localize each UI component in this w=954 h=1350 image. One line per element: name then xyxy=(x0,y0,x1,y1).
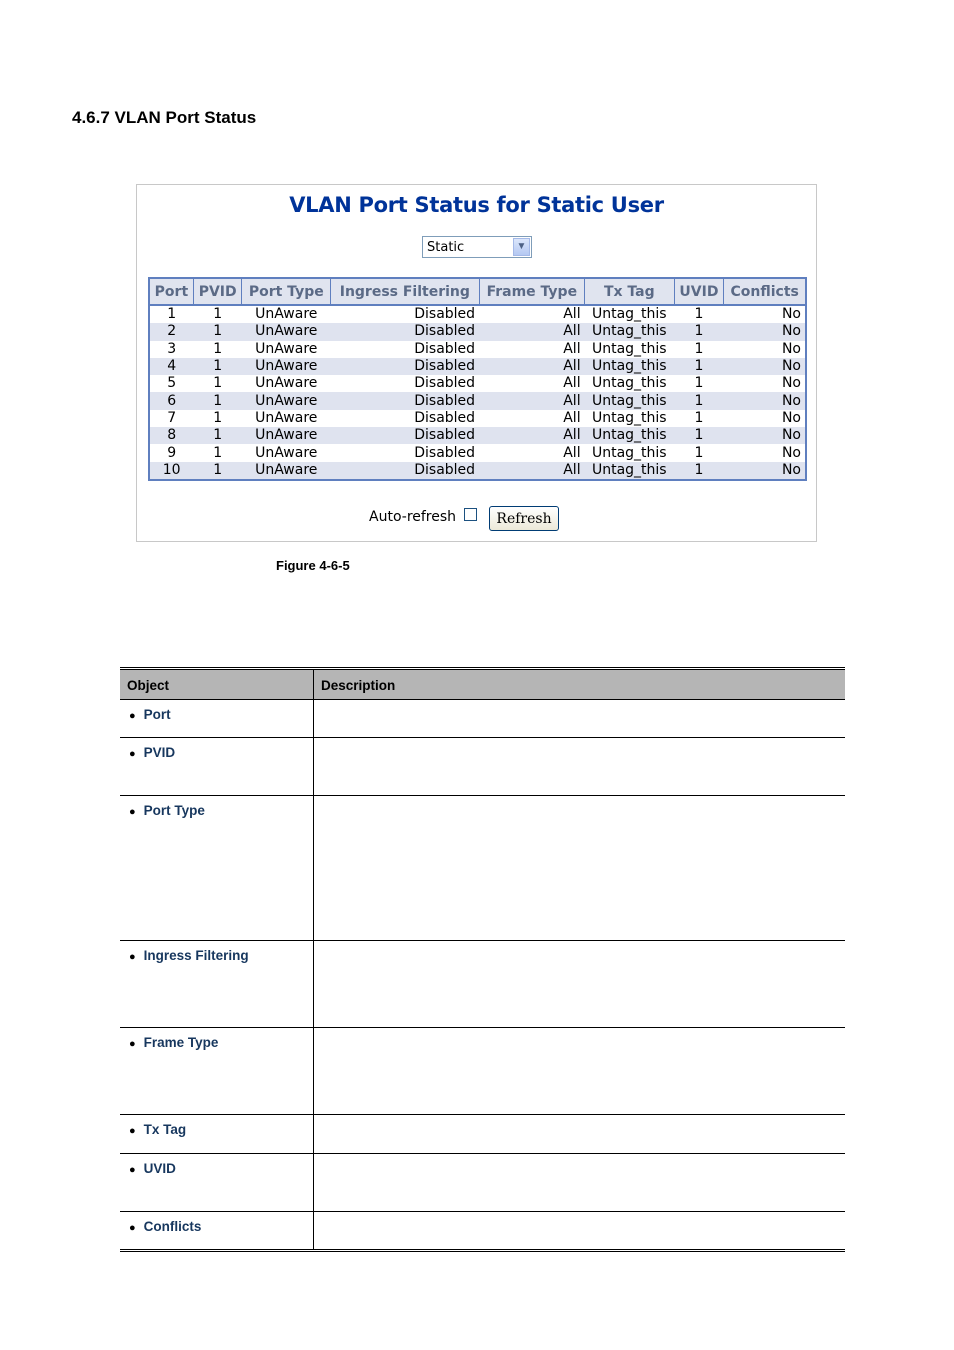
desc-object-cell xyxy=(120,1028,314,1115)
table-row xyxy=(149,444,806,461)
cell-port-type: UnAware xyxy=(242,358,331,375)
table-row xyxy=(149,392,806,409)
cell-tx-tag: Untag_this xyxy=(585,305,674,323)
cell-conflicts: No xyxy=(724,444,806,461)
cell-pvid: 1 xyxy=(193,444,242,461)
cell-port: 10 xyxy=(149,462,193,480)
cell-uvid: 1 xyxy=(674,444,724,461)
cell-pvid: 1 xyxy=(193,375,242,392)
desc-description-cell xyxy=(314,1028,846,1115)
cell-port-type: UnAware xyxy=(242,375,331,392)
table-row xyxy=(149,427,806,444)
cell-tx-tag: Untag_this xyxy=(585,341,674,358)
col-port-type: Port Type xyxy=(242,278,331,305)
desc-object-cell xyxy=(120,1212,314,1251)
cell-frame-type: All xyxy=(479,410,585,427)
table-row xyxy=(149,305,806,323)
cell-ingress-filtering: Disabled xyxy=(331,392,479,409)
figure-caption: Figure 4-6-5 xyxy=(276,558,350,573)
cell-port: 3 xyxy=(149,341,193,358)
cell-port: 8 xyxy=(149,427,193,444)
table-header-row xyxy=(149,278,806,305)
table-row xyxy=(149,358,806,375)
cell-tx-tag: Untag_this xyxy=(585,462,674,480)
desc-object-label: Ingress Filtering xyxy=(143,948,249,963)
desc-col-description: Description xyxy=(314,669,846,700)
cell-tx-tag: Untag_this xyxy=(585,375,674,392)
auto-refresh-label: Auto-refresh xyxy=(369,509,457,525)
user-type-select-value: Static xyxy=(427,240,465,255)
cell-uvid: 1 xyxy=(674,323,724,340)
cell-port-type: UnAware xyxy=(242,341,331,358)
cell-ingress-filtering: Disabled xyxy=(331,462,479,480)
cell-uvid: 1 xyxy=(674,410,724,427)
cell-conflicts: No xyxy=(724,375,806,392)
cell-pvid: 1 xyxy=(193,462,242,480)
cell-uvid: 1 xyxy=(674,392,724,409)
cell-port-type: UnAware xyxy=(242,462,331,480)
cell-ingress-filtering: Disabled xyxy=(331,305,479,323)
table-row xyxy=(149,462,806,480)
bullet-icon: ● xyxy=(129,806,136,818)
desc-description-cell xyxy=(314,1212,846,1251)
cell-tx-tag: Untag_this xyxy=(585,323,674,340)
cell-conflicts: No xyxy=(724,358,806,375)
cell-ingress-filtering: Disabled xyxy=(331,427,479,444)
bullet-icon: ● xyxy=(129,710,136,722)
bullet-icon: ● xyxy=(129,951,136,963)
desc-row xyxy=(120,1115,845,1154)
cell-port: 6 xyxy=(149,392,193,409)
desc-description-cell xyxy=(314,1154,846,1212)
desc-col-object: Object xyxy=(120,669,314,700)
cell-ingress-filtering: Disabled xyxy=(331,358,479,375)
col-tx-tag: Tx Tag xyxy=(585,278,674,305)
cell-port: 1 xyxy=(149,305,193,323)
bullet-icon: ● xyxy=(129,1222,136,1234)
bullet-icon: ● xyxy=(129,748,136,760)
cell-frame-type: All xyxy=(479,375,585,392)
cell-port: 5 xyxy=(149,375,193,392)
cell-port-type: UnAware xyxy=(242,392,331,409)
col-port: Port xyxy=(149,278,193,305)
cell-pvid: 1 xyxy=(193,392,242,409)
cell-pvid: 1 xyxy=(193,341,242,358)
cell-ingress-filtering: Disabled xyxy=(331,341,479,358)
desc-object-cell xyxy=(120,700,314,738)
cell-frame-type: All xyxy=(479,462,585,480)
cell-pvid: 1 xyxy=(193,305,242,323)
desc-object-cell xyxy=(120,1115,314,1154)
cell-uvid: 1 xyxy=(674,341,724,358)
cell-uvid: 1 xyxy=(674,427,724,444)
col-conflicts: Conflicts xyxy=(724,278,806,305)
cell-port-type: UnAware xyxy=(242,444,331,461)
desc-row xyxy=(120,1212,845,1251)
cell-tx-tag: Untag_this xyxy=(585,427,674,444)
cell-uvid: 1 xyxy=(674,462,724,480)
refresh-controls xyxy=(137,505,816,533)
bullet-icon: ● xyxy=(129,1164,136,1176)
cell-conflicts: No xyxy=(724,410,806,427)
desc-object-label: PVID xyxy=(143,745,176,760)
cell-pvid: 1 xyxy=(193,427,242,444)
cell-frame-type: All xyxy=(479,444,585,461)
col-uvid: UVID xyxy=(674,278,724,305)
desc-description-cell xyxy=(314,941,846,1028)
desc-object-label: Port Type xyxy=(143,803,205,818)
col-ingress-filtering: Ingress Filtering xyxy=(331,278,479,305)
bullet-icon: ● xyxy=(129,1038,136,1050)
col-frame-type: Frame Type xyxy=(479,278,585,305)
desc-object-label: Tx Tag xyxy=(143,1122,187,1137)
cell-pvid: 1 xyxy=(193,323,242,340)
cell-port-type: UnAware xyxy=(242,323,331,340)
desc-row xyxy=(120,1154,845,1212)
cell-port-type: UnAware xyxy=(242,410,331,427)
cell-frame-type: All xyxy=(479,323,585,340)
auto-refresh-checkbox[interactable] xyxy=(464,508,477,521)
cell-tx-tag: Untag_this xyxy=(585,392,674,409)
bullet-icon: ● xyxy=(129,1125,136,1137)
table-row xyxy=(149,323,806,340)
table-row xyxy=(149,341,806,358)
desc-row xyxy=(120,941,845,1028)
desc-description-cell xyxy=(314,796,846,941)
desc-object-cell xyxy=(120,738,314,796)
cell-port: 9 xyxy=(149,444,193,461)
desc-object-label: Port xyxy=(143,707,171,722)
refresh-button[interactable]: Refresh xyxy=(489,506,559,531)
table-row xyxy=(149,410,806,427)
cell-conflicts: No xyxy=(724,341,806,358)
desc-header-row xyxy=(120,669,845,700)
panel-title: VLAN Port Status for Static User xyxy=(289,193,664,217)
cell-tx-tag: Untag_this xyxy=(585,410,674,427)
desc-row xyxy=(120,796,845,941)
desc-object-label: Conflicts xyxy=(143,1219,202,1234)
user-type-select[interactable] xyxy=(422,236,532,258)
cell-tx-tag: Untag_this xyxy=(585,444,674,461)
cell-uvid: 1 xyxy=(674,375,724,392)
cell-frame-type: All xyxy=(479,305,585,323)
cell-conflicts: No xyxy=(724,392,806,409)
desc-object-cell xyxy=(120,941,314,1028)
col-pvid: PVID xyxy=(193,278,242,305)
cell-ingress-filtering: Disabled xyxy=(331,375,479,392)
desc-object-label: Frame Type xyxy=(143,1035,219,1050)
cell-port: 7 xyxy=(149,410,193,427)
desc-row xyxy=(120,738,845,796)
vlan-port-status-table xyxy=(148,277,807,481)
cell-uvid: 1 xyxy=(674,305,724,323)
cell-port-type: UnAware xyxy=(242,305,331,323)
desc-row xyxy=(120,700,845,738)
cell-conflicts: No xyxy=(724,462,806,480)
cell-frame-type: All xyxy=(479,358,585,375)
section-title: 4.6.7 VLAN Port Status xyxy=(72,108,257,127)
vlan-port-status-panel xyxy=(136,184,817,542)
desc-description-cell xyxy=(314,738,846,796)
cell-pvid: 1 xyxy=(193,358,242,375)
cell-conflicts: No xyxy=(724,305,806,323)
cell-frame-type: All xyxy=(479,392,585,409)
cell-frame-type: All xyxy=(479,341,585,358)
desc-object-cell xyxy=(120,1154,314,1212)
cell-frame-type: All xyxy=(479,427,585,444)
cell-ingress-filtering: Disabled xyxy=(331,323,479,340)
desc-object-cell xyxy=(120,796,314,941)
cell-conflicts: No xyxy=(724,323,806,340)
desc-description-cell xyxy=(314,700,846,738)
cell-conflicts: No xyxy=(724,427,806,444)
cell-pvid: 1 xyxy=(193,410,242,427)
cell-tx-tag: Untag_this xyxy=(585,358,674,375)
desc-object-label: UVID xyxy=(143,1161,176,1176)
cell-ingress-filtering: Disabled xyxy=(331,444,479,461)
table-row xyxy=(149,375,806,392)
object-description-table xyxy=(120,667,845,1252)
cell-ingress-filtering: Disabled xyxy=(331,410,479,427)
cell-port: 2 xyxy=(149,323,193,340)
desc-row xyxy=(120,1028,845,1115)
cell-uvid: 1 xyxy=(674,358,724,375)
desc-description-cell xyxy=(314,1115,846,1154)
cell-port: 4 xyxy=(149,358,193,375)
chevron-down-icon[interactable]: ▼ xyxy=(513,238,530,256)
cell-port-type: UnAware xyxy=(242,427,331,444)
